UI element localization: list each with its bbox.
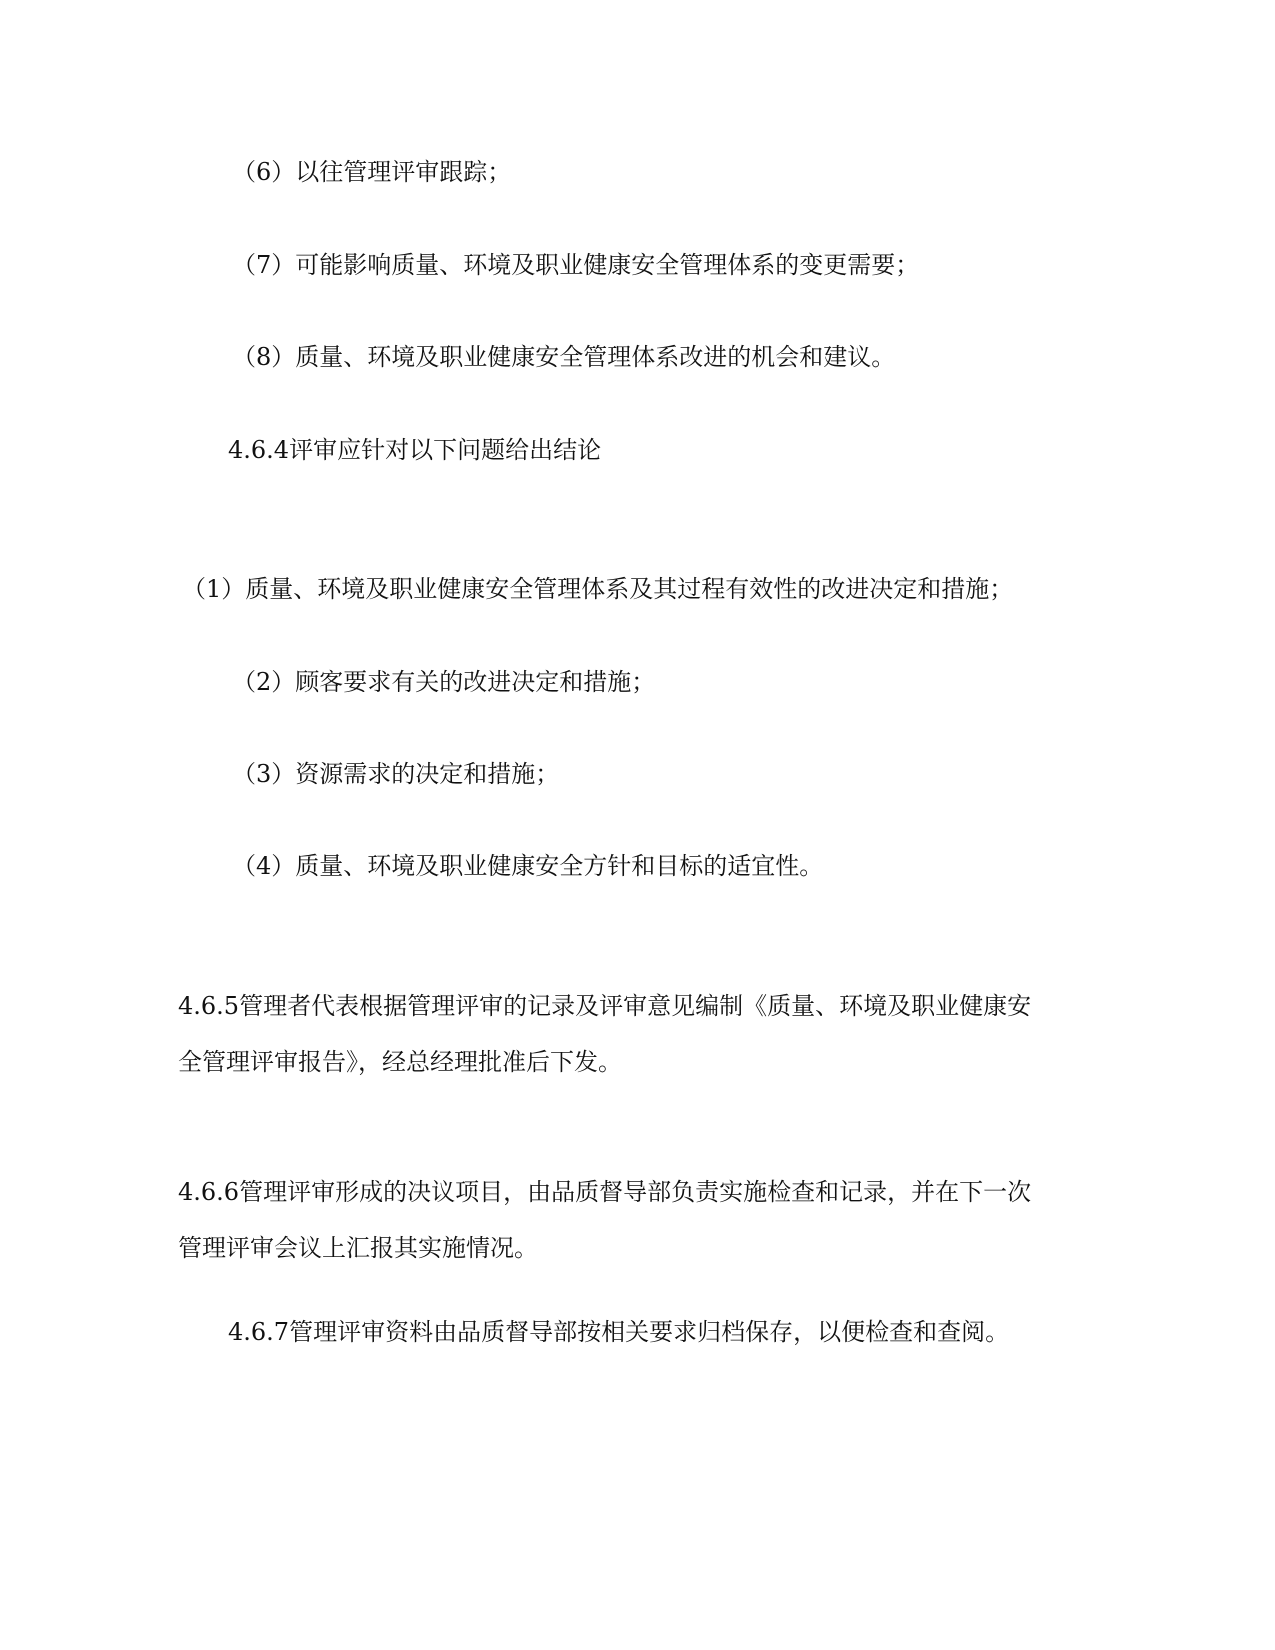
item-7: （7）可能影响质量、环境及职业健康安全管理体系的变更需要； [232, 251, 920, 279]
conclusion-item-3: （3）资源需求的决定和措施； [232, 760, 560, 788]
section-4-6-4-heading: 4.6.4评审应针对以下问题给出结论 [228, 436, 602, 464]
section-4-6-6-paragraph: 4.6.6管理评审形成的决议项目，由品质督导部负责实施检查和记录，并在下一次管理评审会议上汇报其实施情况。 [178, 1178, 1032, 1262]
conclusion-item-4: （4）质量、环境及职业健康安全方针和目标的适宜性。 [232, 852, 824, 880]
conclusion-item-1: （1）质量、环境及职业健康安全管理体系及其过程有效性的改进决定和措施； [182, 575, 1014, 603]
conclusion-item-2: （2）顾客要求有关的改进决定和措施； [232, 668, 656, 696]
item-6: （6）以往管理评审跟踪； [232, 158, 512, 186]
item-8: （8）质量、环境及职业健康安全管理体系改进的机会和建议。 [232, 343, 896, 371]
section-4-6-7-paragraph: 4.6.7管理评审资料由品质督导部按相关要求归档保存，以便检查和查阅。 [228, 1318, 1010, 1346]
section-4-6-5-paragraph: 4.6.5管理者代表根据管理评审的记录及评审意见编制《质量、环境及职业健康安全管理评审报告》，经总经理批准后下发。 [178, 992, 1032, 1076]
